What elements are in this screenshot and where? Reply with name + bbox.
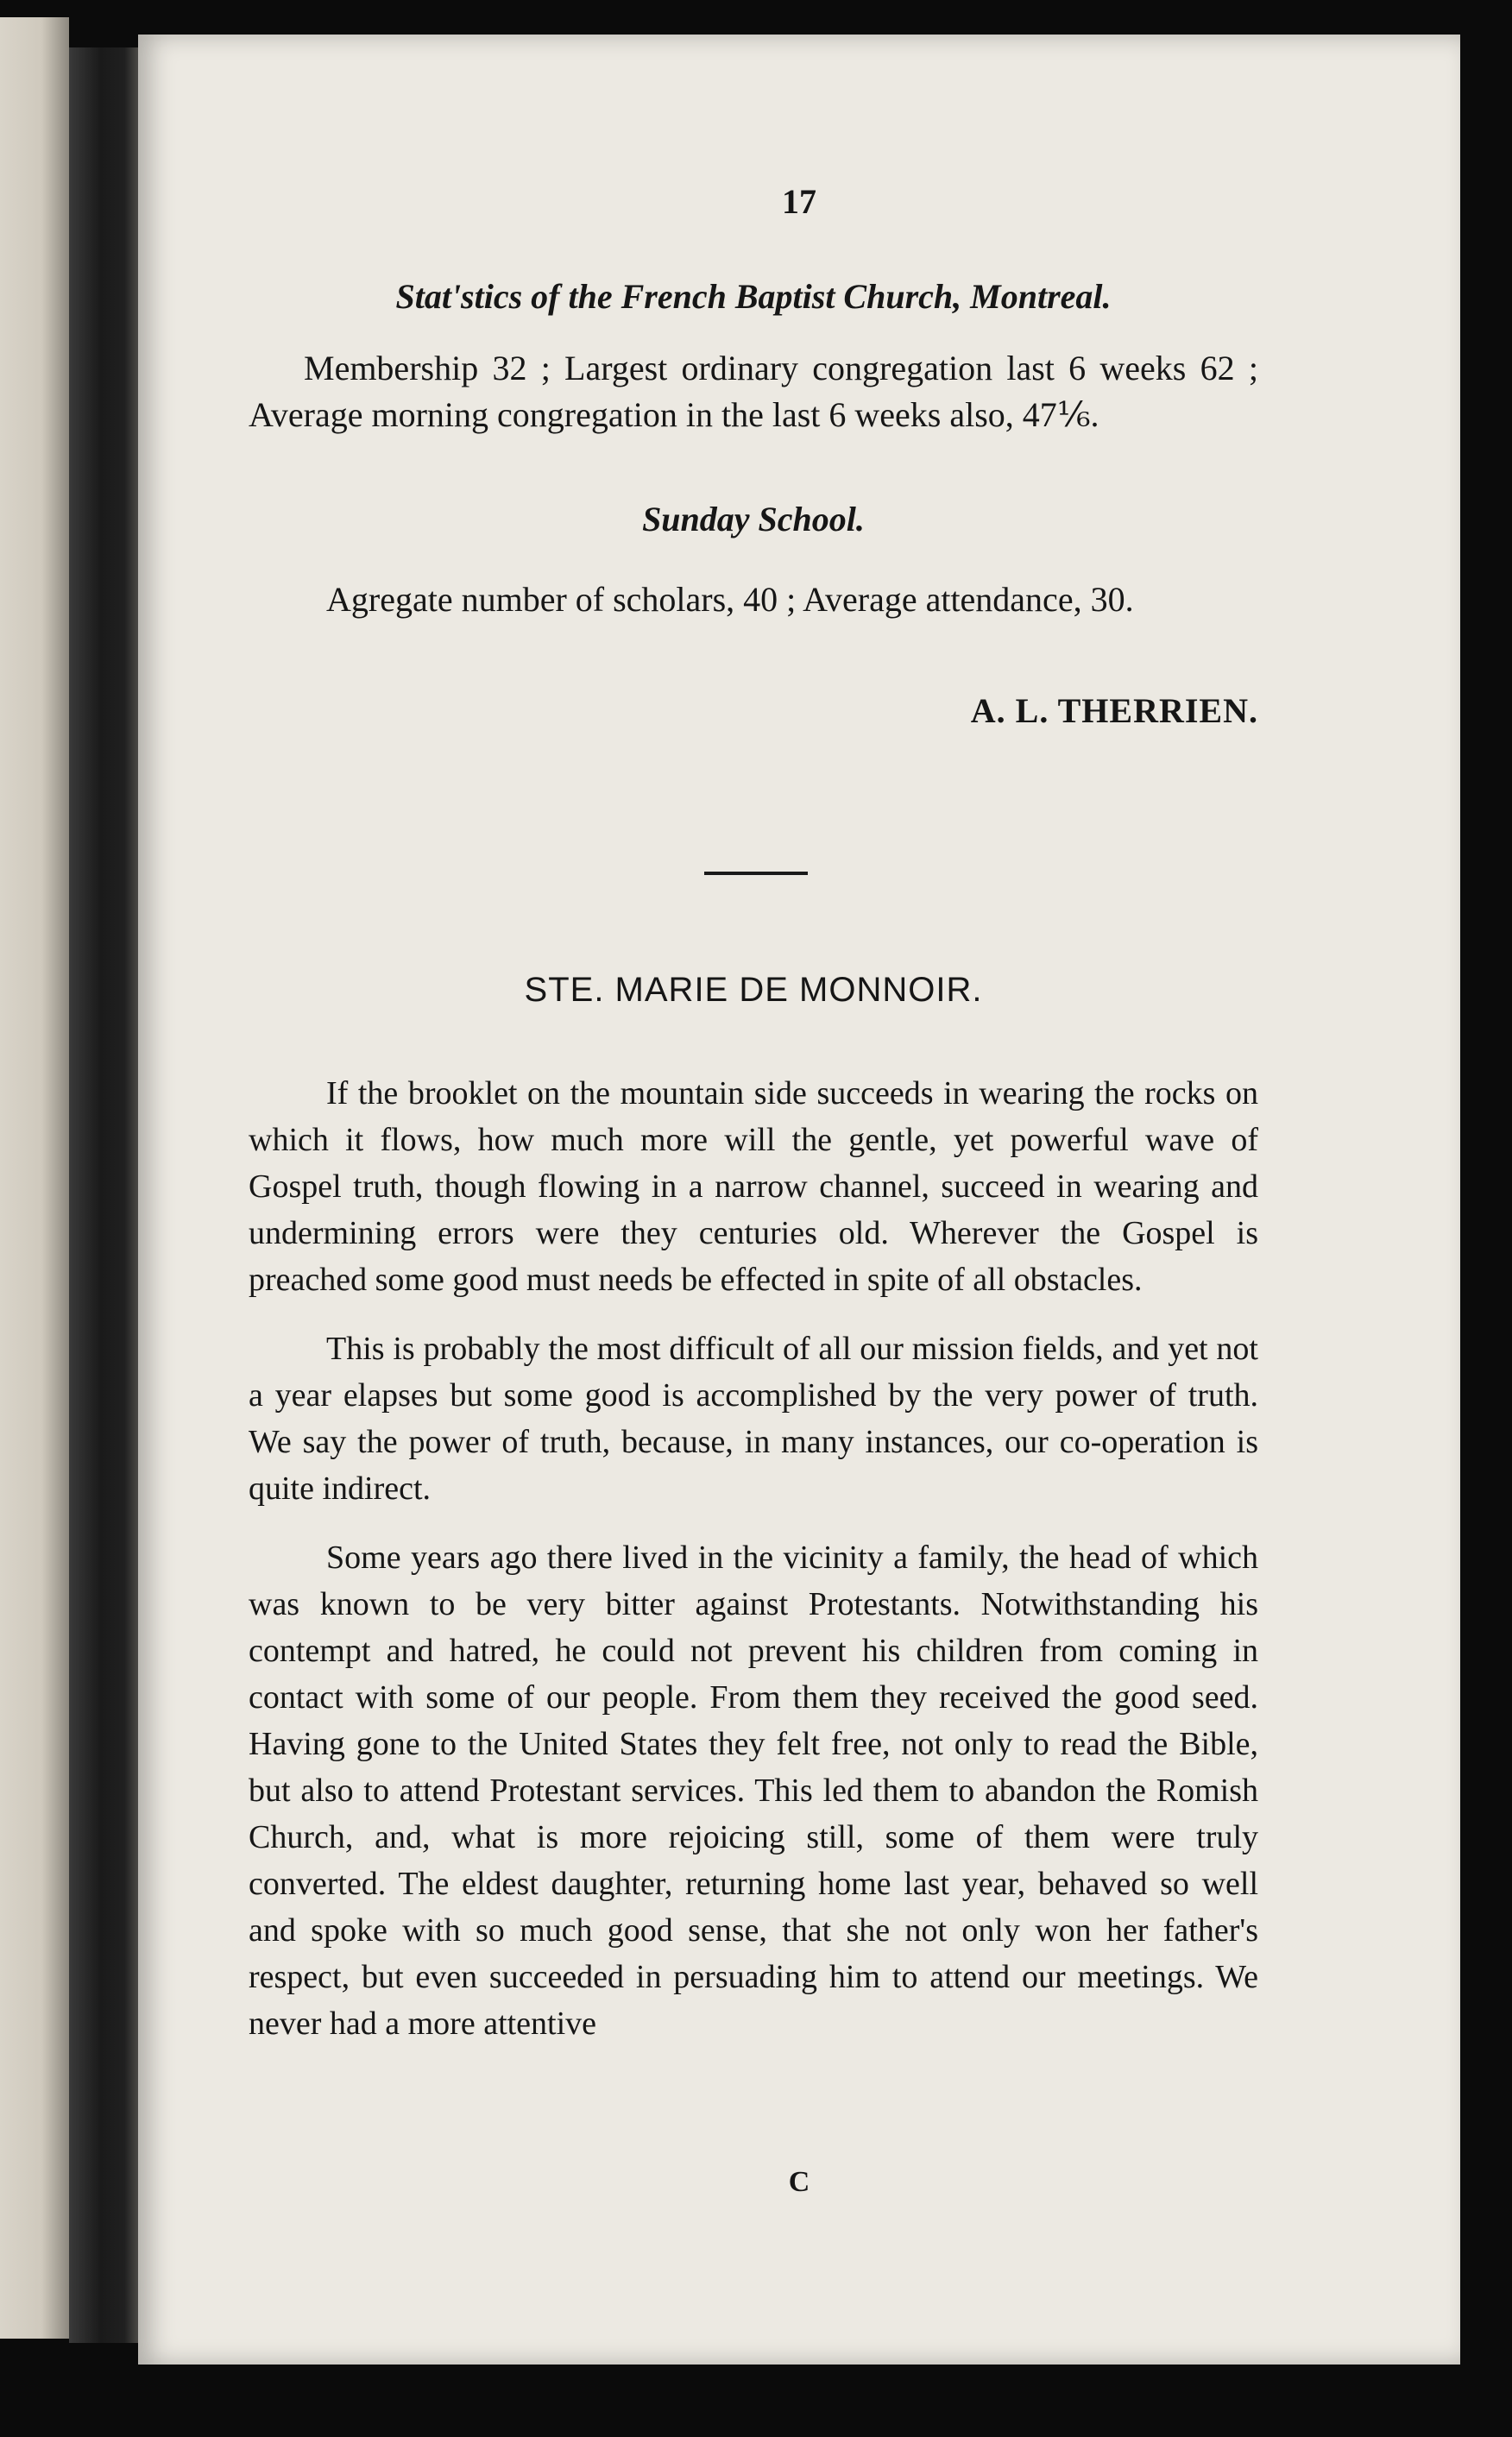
page-number: 17 <box>782 182 816 221</box>
signature-mark: C <box>788 2166 810 2198</box>
author-signature: A. L. THERRIEN. <box>970 691 1258 730</box>
paragraph-1: If the brooklet on the mountain side succeeds in wearing the rocks on which it flows, how much more will the gentle, yet powerful wave of Gospel truth, though flowing in a narrow channel, succeed in wearing and undermining errors were they centuries old. Wherever the Gospel is preached some good must needs be effected in spite of all obstacles. <box>249 1075 1258 1298</box>
sunday-school-heading: Sunday School. <box>642 500 865 538</box>
section-body <box>249 1070 1258 2069</box>
paragraph-3: Some years ago there lived in the vicinity a family, the head of which was known to be very bitter against Protestants. Notwithstanding his contempt and hatred, he could not prevent his children from coming in contact with some of our people. From them they received the good seed. Having gone to the United States they felt free, not only to read the Bible, but also to attend Protestant services. This led them to abandon the Romish Church, and, what is more rejoicing still, some of them were truly converted. The eldest daughter, returning home last year, behaved so well and spoke with so much good sense, that she not only won her father's respect, but even succeeded in persuading him to attend our meetings. We never had a more attentive <box>249 1540 1258 2042</box>
book-page <box>138 35 1460 2365</box>
previous-page-edge <box>0 17 69 2339</box>
section-heading: STE. MARIE DE MONNOIR. <box>524 971 983 1009</box>
statistics-heading: Stat'stics of the French Baptist Church, Montreal. <box>395 277 1112 316</box>
paragraph-2: This is probably the most difficult of all our mission fields, and yet not a year elapses but some good is accomplished by the very power of truth. We say the power of truth, because, in many instances, our co-operation is quite indirect. <box>249 1331 1258 1507</box>
section-divider <box>704 872 808 875</box>
statistics-text: Membership 32 ; Largest ordinary congregation last 6 weeks 62 ; Average morning congregation in the last 6 weeks also, 47⅙. <box>249 349 1258 434</box>
sunday-school-text: Agregate number of scholars, 40 ; Average attendance, 30. <box>326 580 1134 619</box>
book-gutter <box>69 47 148 2343</box>
